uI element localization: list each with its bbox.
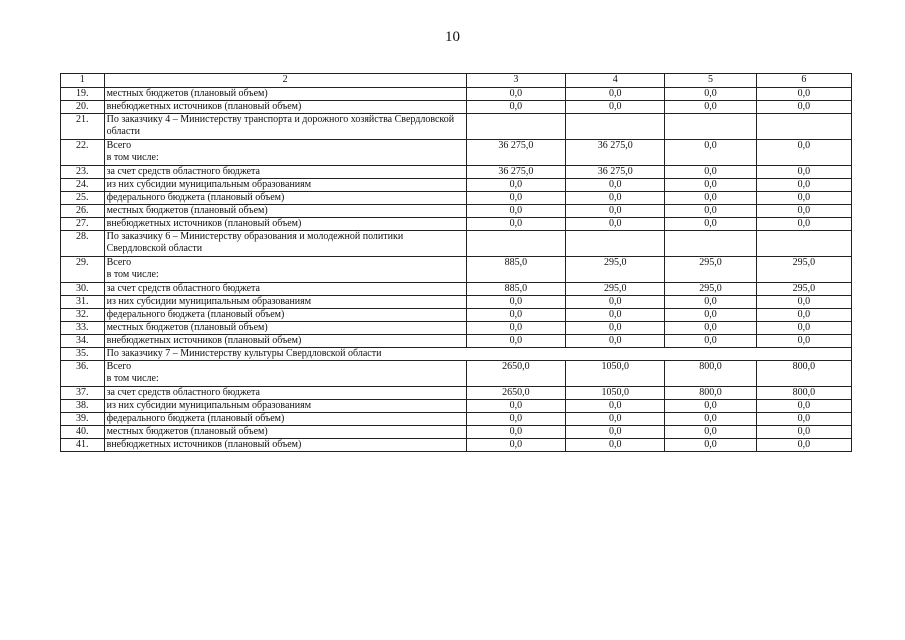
value-cell-v5: 0,0 bbox=[665, 101, 756, 114]
row-number-cell: 29. bbox=[61, 257, 105, 283]
row-number-cell: 40. bbox=[61, 426, 105, 439]
value-cell-v3: 0,0 bbox=[466, 88, 565, 101]
value-cell-v6: 295,0 bbox=[756, 283, 851, 296]
value-cell-v5: 0,0 bbox=[665, 218, 756, 231]
description-cell: из них субсидии муниципальным образованиям bbox=[104, 179, 466, 192]
row-number-cell: 36. bbox=[61, 361, 105, 387]
description-cell: По заказчику 6 – Министерству образования и молодежной политики Свердловской области bbox=[104, 231, 466, 257]
value-cell-v4: 295,0 bbox=[566, 257, 665, 283]
row-number-cell: 27. bbox=[61, 218, 105, 231]
value-cell-v6: 0,0 bbox=[756, 192, 851, 205]
description-cell: за счет средств областного бюджета bbox=[104, 166, 466, 179]
row-number-cell: 33. bbox=[61, 322, 105, 335]
row-number-cell: 31. bbox=[61, 296, 105, 309]
description-cell: федерального бюджета (плановый объем) bbox=[104, 309, 466, 322]
value-cell-v5: 800,0 bbox=[665, 361, 756, 387]
value-cell-v5: 0,0 bbox=[665, 335, 756, 348]
value-cell-v6 bbox=[756, 114, 851, 140]
value-cell-v3: 0,0 bbox=[466, 179, 565, 192]
description-cell: внебюджетных источников (плановый объем) bbox=[104, 439, 466, 452]
value-cell-v4: 1050,0 bbox=[566, 387, 665, 400]
value-cell-v4: 36 275,0 bbox=[566, 166, 665, 179]
value-cell-v5: 0,0 bbox=[665, 140, 756, 166]
value-cell-v5: 0,0 bbox=[665, 426, 756, 439]
value-cell-v6: 0,0 bbox=[756, 413, 851, 426]
value-cell-v6: 0,0 bbox=[756, 309, 851, 322]
value-cell-v4: 36 275,0 bbox=[566, 140, 665, 166]
table-row bbox=[61, 283, 852, 296]
column-header: 1 bbox=[61, 74, 105, 88]
table-row bbox=[61, 179, 852, 192]
value-cell-v3: 2650,0 bbox=[466, 387, 565, 400]
value-cell-v4: 0,0 bbox=[566, 179, 665, 192]
column-header: 5 bbox=[665, 74, 756, 88]
description-cell: за счет средств областного бюджета bbox=[104, 387, 466, 400]
value-cell-v5: 0,0 bbox=[665, 205, 756, 218]
column-header: 4 bbox=[566, 74, 665, 88]
table-row bbox=[61, 257, 852, 283]
value-cell-v4: 0,0 bbox=[566, 322, 665, 335]
value-cell-v3: 0,0 bbox=[466, 218, 565, 231]
column-header: 2 bbox=[104, 74, 466, 88]
value-cell-v5: 0,0 bbox=[665, 439, 756, 452]
description-cell: внебюджетных источников (плановый объем) bbox=[104, 335, 466, 348]
value-cell-v5: 295,0 bbox=[665, 257, 756, 283]
row-number-cell: 21. bbox=[61, 114, 105, 140]
value-cell-v6 bbox=[756, 231, 851, 257]
value-cell-v4: 0,0 bbox=[566, 426, 665, 439]
row-number-cell: 24. bbox=[61, 179, 105, 192]
table-row bbox=[61, 426, 852, 439]
table-row bbox=[61, 88, 852, 101]
value-cell-v4: 0,0 bbox=[566, 205, 665, 218]
value-cell-v6: 0,0 bbox=[756, 400, 851, 413]
table-row bbox=[61, 192, 852, 205]
description-cell: По заказчику 7 – Министерству культуры Свердловской области bbox=[104, 348, 851, 361]
value-cell-v3: 0,0 bbox=[466, 439, 565, 452]
value-cell-v6: 800,0 bbox=[756, 361, 851, 387]
value-cell-v4: 0,0 bbox=[566, 413, 665, 426]
table-row bbox=[61, 140, 852, 166]
value-cell-v3: 36 275,0 bbox=[466, 140, 565, 166]
value-cell-v3: 885,0 bbox=[466, 257, 565, 283]
value-cell-v3: 0,0 bbox=[466, 400, 565, 413]
value-cell-v3: 2650,0 bbox=[466, 361, 565, 387]
table-row bbox=[61, 296, 852, 309]
value-cell-v5: 0,0 bbox=[665, 400, 756, 413]
value-cell-v4: 0,0 bbox=[566, 88, 665, 101]
row-number-cell: 39. bbox=[61, 413, 105, 426]
table-row bbox=[61, 322, 852, 335]
description-cell: внебюджетных источников (плановый объем) bbox=[104, 101, 466, 114]
description-cell: Всего в том числе: bbox=[104, 140, 466, 166]
row-number-cell: 22. bbox=[61, 140, 105, 166]
value-cell-v3: 0,0 bbox=[466, 296, 565, 309]
column-header: 6 bbox=[756, 74, 851, 88]
description-cell: федерального бюджета (плановый объем) bbox=[104, 192, 466, 205]
value-cell-v5: 0,0 bbox=[665, 309, 756, 322]
value-cell-v6: 0,0 bbox=[756, 426, 851, 439]
table-body bbox=[61, 88, 852, 452]
row-number-cell: 28. bbox=[61, 231, 105, 257]
value-cell-v3: 0,0 bbox=[466, 101, 565, 114]
value-cell-v6: 0,0 bbox=[756, 179, 851, 192]
value-cell-v4: 0,0 bbox=[566, 309, 665, 322]
row-number-cell: 34. bbox=[61, 335, 105, 348]
row-number-cell: 20. bbox=[61, 101, 105, 114]
value-cell-v4: 0,0 bbox=[566, 439, 665, 452]
table-row bbox=[61, 166, 852, 179]
value-cell-v6: 0,0 bbox=[756, 322, 851, 335]
value-cell-v3: 0,0 bbox=[466, 335, 565, 348]
row-number-cell: 37. bbox=[61, 387, 105, 400]
value-cell-v6: 0,0 bbox=[756, 88, 851, 101]
description-cell: местных бюджетов (плановый объем) bbox=[104, 205, 466, 218]
table-row bbox=[61, 205, 852, 218]
description-cell: из них субсидии муниципальным образованиям bbox=[104, 296, 466, 309]
description-cell: местных бюджетов (плановый объем) bbox=[104, 322, 466, 335]
description-cell: местных бюджетов (плановый объем) bbox=[104, 88, 466, 101]
value-cell-v3: 0,0 bbox=[466, 192, 565, 205]
description-cell: Всего в том числе: bbox=[104, 361, 466, 387]
value-cell-v6: 800,0 bbox=[756, 387, 851, 400]
value-cell-v4: 0,0 bbox=[566, 296, 665, 309]
description-cell: внебюджетных источников (плановый объем) bbox=[104, 218, 466, 231]
value-cell-v5: 0,0 bbox=[665, 192, 756, 205]
value-cell-v6: 0,0 bbox=[756, 218, 851, 231]
description-cell: за счет средств областного бюджета bbox=[104, 283, 466, 296]
value-cell-v3: 0,0 bbox=[466, 413, 565, 426]
value-cell-v3: 0,0 bbox=[466, 205, 565, 218]
value-cell-v3: 36 275,0 bbox=[466, 166, 565, 179]
value-cell-v6: 0,0 bbox=[756, 335, 851, 348]
table-row bbox=[61, 387, 852, 400]
value-cell-v4: 295,0 bbox=[566, 283, 665, 296]
value-cell-v4: 0,0 bbox=[566, 192, 665, 205]
value-cell-v3: 0,0 bbox=[466, 322, 565, 335]
row-number-cell: 26. bbox=[61, 205, 105, 218]
row-number-cell: 41. bbox=[61, 439, 105, 452]
value-cell-v4: 1050,0 bbox=[566, 361, 665, 387]
value-cell-v6: 0,0 bbox=[756, 166, 851, 179]
value-cell-v3: 0,0 bbox=[466, 309, 565, 322]
row-number-cell: 30. bbox=[61, 283, 105, 296]
table-row bbox=[61, 400, 852, 413]
value-cell-v4: 0,0 bbox=[566, 400, 665, 413]
table-row bbox=[61, 413, 852, 426]
value-cell-v5: 0,0 bbox=[665, 296, 756, 309]
page-number: 10 bbox=[445, 29, 460, 45]
description-cell: местных бюджетов (плановый объем) bbox=[104, 426, 466, 439]
row-number-cell: 35. bbox=[61, 348, 105, 361]
table-row bbox=[61, 361, 852, 387]
column-header: 3 bbox=[466, 74, 565, 88]
description-cell: из них субсидии муниципальным образованиям bbox=[104, 400, 466, 413]
value-cell-v3: 0,0 bbox=[466, 426, 565, 439]
value-cell-v5 bbox=[665, 114, 756, 140]
row-number-cell: 32. bbox=[61, 309, 105, 322]
value-cell-v3 bbox=[466, 231, 565, 257]
value-cell-v5: 0,0 bbox=[665, 322, 756, 335]
value-cell-v4 bbox=[566, 114, 665, 140]
value-cell-v6: 0,0 bbox=[756, 296, 851, 309]
value-cell-v3: 885,0 bbox=[466, 283, 565, 296]
value-cell-v5: 0,0 bbox=[665, 88, 756, 101]
table-row bbox=[61, 439, 852, 452]
table-row bbox=[61, 218, 852, 231]
value-cell-v4 bbox=[566, 231, 665, 257]
row-number-cell: 23. bbox=[61, 166, 105, 179]
table-row bbox=[61, 231, 852, 257]
description-cell: По заказчику 4 – Министерству транспорта и дорожного хозяйства Свердловской области bbox=[104, 114, 466, 140]
table-row bbox=[61, 335, 852, 348]
row-number-cell: 19. bbox=[61, 88, 105, 101]
value-cell-v3 bbox=[466, 114, 565, 140]
description-cell: федерального бюджета (плановый объем) bbox=[104, 413, 466, 426]
table-row bbox=[61, 101, 852, 114]
table-row bbox=[61, 348, 852, 361]
value-cell-v6: 0,0 bbox=[756, 205, 851, 218]
value-cell-v4: 0,0 bbox=[566, 335, 665, 348]
row-number-cell: 25. bbox=[61, 192, 105, 205]
table-row bbox=[61, 114, 852, 140]
budget-table bbox=[60, 73, 852, 452]
value-cell-v5: 0,0 bbox=[665, 179, 756, 192]
value-cell-v6: 0,0 bbox=[756, 101, 851, 114]
description-cell: Всего в том числе: bbox=[104, 257, 466, 283]
value-cell-v4: 0,0 bbox=[566, 218, 665, 231]
value-cell-v5: 0,0 bbox=[665, 413, 756, 426]
value-cell-v5: 800,0 bbox=[665, 387, 756, 400]
value-cell-v6: 0,0 bbox=[756, 140, 851, 166]
row-number-cell: 38. bbox=[61, 400, 105, 413]
value-cell-v6: 295,0 bbox=[756, 257, 851, 283]
value-cell-v5: 295,0 bbox=[665, 283, 756, 296]
value-cell-v5: 0,0 bbox=[665, 166, 756, 179]
value-cell-v5 bbox=[665, 231, 756, 257]
table-header-row bbox=[61, 74, 852, 88]
value-cell-v6: 0,0 bbox=[756, 439, 851, 452]
value-cell-v4: 0,0 bbox=[566, 101, 665, 114]
table-row bbox=[61, 309, 852, 322]
